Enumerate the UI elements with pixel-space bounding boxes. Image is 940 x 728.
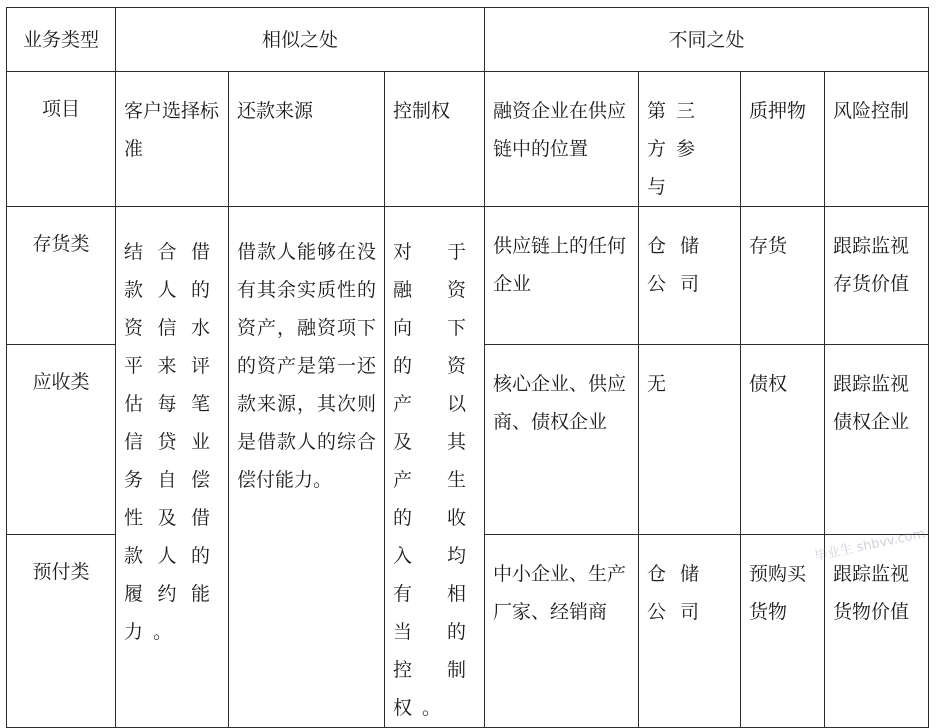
row-collateral: 存货: [741, 207, 825, 345]
header-similar: 相似之处: [116, 8, 485, 72]
subheader-third-party: 第三方参与: [639, 72, 741, 207]
watermark: 毕业生 shbvv.com: [813, 526, 927, 565]
row-collateral: 预购买货物: [741, 535, 825, 728]
header-category: 业务类型: [7, 8, 116, 72]
row-type: 存货类: [7, 207, 116, 345]
header-different: 不同之处: [485, 8, 929, 72]
row-third-party: 无: [639, 345, 741, 535]
row-type: 应收类: [7, 345, 116, 535]
shared-client-criteria: 结合借款人的资信水平来评估每笔信贷业务自偿性及借款人的履约能力。: [116, 207, 229, 728]
shared-control-right: 对于融资向下的资产以及其产生的收入均有相当的控制权。: [385, 207, 485, 728]
row-third-party: 仓储公司: [639, 207, 741, 345]
table-row: [7, 207, 929, 345]
subheader-position: 融资企业在供应链中的位置: [485, 72, 639, 207]
subheader-repayment-source: 还款来源: [229, 72, 385, 207]
row-risk-control: 跟踪监视债权企业: [825, 345, 929, 535]
row-position: 中小企业、生产厂家、经销商: [485, 535, 639, 728]
subheader-client-criteria: 客户选择标准: [116, 72, 229, 207]
row-position: 供应链上的任何企业: [485, 207, 639, 345]
row-type: 预付类: [7, 535, 116, 728]
subheader-risk-control: 风险控制: [825, 72, 929, 207]
subheader-collateral: 质押物: [741, 72, 825, 207]
row-risk-control: 跟踪监视存货价值: [825, 207, 929, 345]
shared-repayment-source: 借款人能够在没有其余实质性的资产，融资项下的资产是第一还款来源，其次则是借款人的综合偿付能力。: [229, 207, 385, 728]
row-third-party: 仓储公司: [639, 535, 741, 728]
subheader-item: 项目: [7, 72, 116, 207]
subheader-control-right: 控制权: [385, 72, 485, 207]
header-row: [7, 8, 929, 72]
row-position: 核心企业、供应商、债权企业: [485, 345, 639, 535]
comparison-table: [6, 7, 929, 728]
subheader-row: [7, 72, 929, 207]
row-risk-control: 跟踪监视货物价值: [825, 535, 929, 728]
row-collateral: 债权: [741, 345, 825, 535]
